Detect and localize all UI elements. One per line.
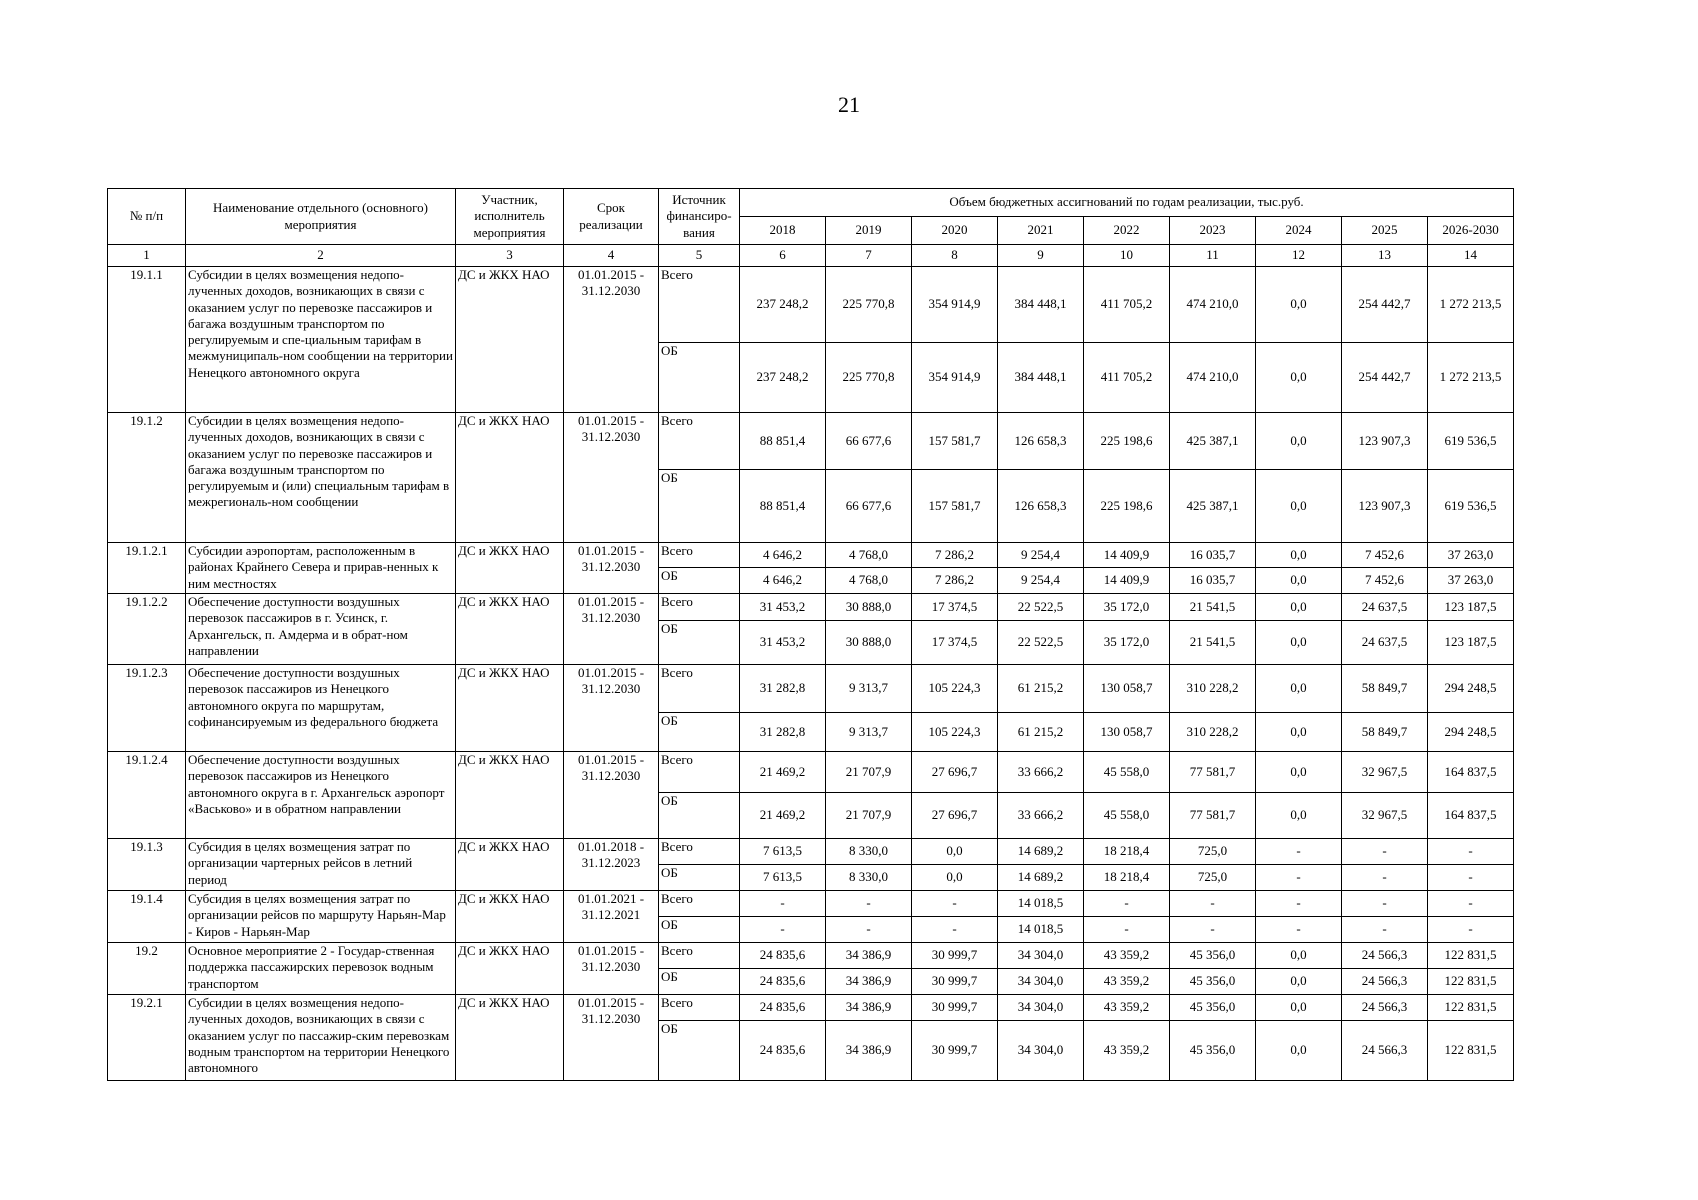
budget-value: - — [740, 891, 826, 917]
budget-value: 0,0 — [1256, 568, 1342, 594]
header-year: 2022 — [1084, 217, 1170, 245]
budget-value: 0,0 — [1256, 267, 1342, 343]
budget-value: 384 448,1 — [998, 343, 1084, 413]
budget-value: 24 637,5 — [1342, 621, 1428, 665]
budget-value: 294 248,5 — [1428, 665, 1514, 713]
budget-value: 411 705,2 — [1084, 267, 1170, 343]
entry-number: 19.1.2.3 — [108, 665, 186, 752]
budget-value: 24 566,3 — [1342, 943, 1428, 969]
budget-value: 4 768,0 — [826, 543, 912, 568]
budget-value: 9 254,4 — [998, 568, 1084, 594]
budget-value: 354 914,9 — [912, 343, 998, 413]
budget-value: 66 677,6 — [826, 413, 912, 470]
funding-source: ОБ — [659, 1021, 740, 1081]
budget-value: 126 658,3 — [998, 470, 1084, 543]
budget-value: 31 282,8 — [740, 665, 826, 713]
budget-value: 18 218,4 — [1084, 865, 1170, 891]
budget-value: 14 409,9 — [1084, 568, 1170, 594]
column-number: 13 — [1342, 245, 1428, 267]
budget-value: 123 187,5 — [1428, 594, 1514, 621]
budget-value: 43 359,2 — [1084, 1021, 1170, 1081]
budget-value: - — [1342, 839, 1428, 865]
budget-value: 7 613,5 — [740, 865, 826, 891]
budget-value: 0,0 — [1256, 343, 1342, 413]
budget-value: 8 330,0 — [826, 839, 912, 865]
entry-number: 19.1.2.2 — [108, 594, 186, 665]
budget-value: 0,0 — [1256, 793, 1342, 839]
budget-value: 1 272 213,5 — [1428, 343, 1514, 413]
budget-value: 45 356,0 — [1170, 995, 1256, 1021]
budget-value: 45 356,0 — [1170, 943, 1256, 969]
funding-source: Всего — [659, 943, 740, 969]
entry-term: 01.01.2015 - 31.12.2030 — [564, 752, 659, 839]
budget-value: 9 313,7 — [826, 665, 912, 713]
funding-source: Всего — [659, 752, 740, 793]
funding-source: Всего — [659, 839, 740, 865]
budget-value: 45 558,0 — [1084, 752, 1170, 793]
budget-value: 21 541,5 — [1170, 594, 1256, 621]
entry-number: 19.2 — [108, 943, 186, 995]
budget-value: 126 658,3 — [998, 413, 1084, 470]
budget-value: - — [1342, 865, 1428, 891]
budget-value: 225 770,8 — [826, 343, 912, 413]
budget-value: 225 770,8 — [826, 267, 912, 343]
column-number: 10 — [1084, 245, 1170, 267]
budget-value: 35 172,0 — [1084, 594, 1170, 621]
budget-value: - — [1256, 865, 1342, 891]
budget-value: 33 666,2 — [998, 793, 1084, 839]
budget-value: 237 248,2 — [740, 343, 826, 413]
budget-value: 7 452,6 — [1342, 568, 1428, 594]
column-number: 7 — [826, 245, 912, 267]
budget-value: 725,0 — [1170, 839, 1256, 865]
budget-value: 37 263,0 — [1428, 543, 1514, 568]
budget-value: 14 689,2 — [998, 865, 1084, 891]
header-year: 2024 — [1256, 217, 1342, 245]
budget-value: 157 581,7 — [912, 413, 998, 470]
entry-row-total — [108, 665, 1514, 713]
budget-value: 88 851,4 — [740, 413, 826, 470]
budget-value: 7 286,2 — [912, 568, 998, 594]
budget-value: 411 705,2 — [1084, 343, 1170, 413]
budget-value: 254 442,7 — [1342, 343, 1428, 413]
header-src: Источник финансиро-вания — [659, 189, 740, 245]
entry-number: 19.1.4 — [108, 891, 186, 943]
budget-value: 123 907,3 — [1342, 413, 1428, 470]
budget-value: - — [1170, 891, 1256, 917]
budget-value: 7 613,5 — [740, 839, 826, 865]
budget-value: 8 330,0 — [826, 865, 912, 891]
budget-value: 34 304,0 — [998, 943, 1084, 969]
budget-value: 157 581,7 — [912, 470, 998, 543]
budget-value: 34 304,0 — [998, 969, 1084, 995]
budget-value: 27 696,7 — [912, 793, 998, 839]
budget-value: - — [1428, 917, 1514, 943]
entry-name: Субсидии аэропортам, расположенным в районах Крайнего Севера и прирав-ненных к ним местностях — [186, 543, 456, 594]
budget-value: 17 374,5 — [912, 621, 998, 665]
budget-value: 34 304,0 — [998, 995, 1084, 1021]
entry-name: Субсидия в целях возмещения затрат по организации рейсов по маршруту Нарьян-Мар - Киров - Нарьян-Мар — [186, 891, 456, 943]
budget-value: - — [912, 917, 998, 943]
budget-value: 0,0 — [1256, 969, 1342, 995]
budget-value: 34 386,9 — [826, 995, 912, 1021]
budget-value: - — [826, 917, 912, 943]
budget-value: 0,0 — [1256, 995, 1342, 1021]
entry-row-total — [108, 413, 1514, 470]
budget-value: 0,0 — [1256, 413, 1342, 470]
budget-value: 619 536,5 — [1428, 413, 1514, 470]
budget-value: 61 215,2 — [998, 713, 1084, 752]
funding-source: ОБ — [659, 793, 740, 839]
entry-name: Основное мероприятие 2 - Государ-ственная поддержка пассажирских перевозок водным транспортом — [186, 943, 456, 995]
entry-row-total — [108, 752, 1514, 793]
funding-source: ОБ — [659, 470, 740, 543]
budget-value: 123 907,3 — [1342, 470, 1428, 543]
budget-value: 35 172,0 — [1084, 621, 1170, 665]
budget-value: 21 469,2 — [740, 793, 826, 839]
budget-value: 122 831,5 — [1428, 1021, 1514, 1081]
budget-value: 225 198,6 — [1084, 413, 1170, 470]
funding-source: Всего — [659, 543, 740, 568]
budget-value: 31 453,2 — [740, 621, 826, 665]
budget-value: 0,0 — [1256, 1021, 1342, 1081]
budget-value: 31 282,8 — [740, 713, 826, 752]
entry-number: 19.1.2.1 — [108, 543, 186, 594]
budget-value: 24 566,3 — [1342, 995, 1428, 1021]
column-number: 2 — [186, 245, 456, 267]
budget-table — [107, 188, 1514, 1081]
budget-value: - — [1256, 891, 1342, 917]
funding-source: ОБ — [659, 917, 740, 943]
budget-value: 32 967,5 — [1342, 752, 1428, 793]
entry-number: 19.2.1 — [108, 995, 186, 1081]
budget-value: 30 999,7 — [912, 1021, 998, 1081]
budget-value: - — [1084, 891, 1170, 917]
budget-value: 21 541,5 — [1170, 621, 1256, 665]
entry-executor: ДС и ЖКХ НАО — [456, 995, 564, 1081]
entry-name: Обеспечение доступности воздушных перевозок пассажиров из Ненецкого автономного округа по маршрутам, софинансируемым из федерального бюджета — [186, 665, 456, 752]
budget-value: 14 018,5 — [998, 917, 1084, 943]
entry-row-total — [108, 267, 1514, 343]
budget-value: 310 228,2 — [1170, 665, 1256, 713]
budget-value: 425 387,1 — [1170, 470, 1256, 543]
budget-value: 31 453,2 — [740, 594, 826, 621]
budget-value: 0,0 — [1256, 543, 1342, 568]
budget-value: 237 248,2 — [740, 267, 826, 343]
budget-value: 0,0 — [1256, 594, 1342, 621]
funding-source: Всего — [659, 665, 740, 713]
budget-value: 66 677,6 — [826, 470, 912, 543]
budget-value: 30 888,0 — [826, 621, 912, 665]
budget-value: 0,0 — [1256, 713, 1342, 752]
budget-value: 61 215,2 — [998, 665, 1084, 713]
budget-value: 0,0 — [912, 865, 998, 891]
budget-value: - — [740, 917, 826, 943]
budget-value: 384 448,1 — [998, 267, 1084, 343]
budget-value: 4 646,2 — [740, 543, 826, 568]
budget-value: - — [1084, 917, 1170, 943]
budget-value: 43 359,2 — [1084, 969, 1170, 995]
budget-value: 30 999,7 — [912, 995, 998, 1021]
header-budget: Объем бюджетных ассигнований по годам реализации, тыс.руб. — [740, 189, 1514, 217]
budget-value: 474 210,0 — [1170, 343, 1256, 413]
budget-value: 122 831,5 — [1428, 969, 1514, 995]
entry-term: 01.01.2015 - 31.12.2030 — [564, 995, 659, 1081]
entry-executor: ДС и ЖКХ НАО — [456, 594, 564, 665]
budget-value: 24 566,3 — [1342, 969, 1428, 995]
page-number: 21 — [838, 92, 860, 117]
budget-value: - — [1342, 891, 1428, 917]
column-number: 5 — [659, 245, 740, 267]
header-year: 2023 — [1170, 217, 1256, 245]
budget-value: 21 707,9 — [826, 752, 912, 793]
funding-source: Всего — [659, 413, 740, 470]
budget-value: 24 835,6 — [740, 969, 826, 995]
budget-value: - — [1428, 839, 1514, 865]
entry-number: 19.1.2.4 — [108, 752, 186, 839]
budget-value: - — [826, 891, 912, 917]
budget-value: 33 666,2 — [998, 752, 1084, 793]
funding-source: ОБ — [659, 568, 740, 594]
budget-value: 34 386,9 — [826, 1021, 912, 1081]
header-year: 2018 — [740, 217, 826, 245]
budget-value: 77 581,7 — [1170, 793, 1256, 839]
budget-value: 88 851,4 — [740, 470, 826, 543]
column-numbers-row — [108, 245, 1514, 267]
budget-value: 58 849,7 — [1342, 665, 1428, 713]
entry-number: 19.1.2 — [108, 413, 186, 543]
budget-value: 45 356,0 — [1170, 969, 1256, 995]
budget-value: 34 386,9 — [826, 943, 912, 969]
budget-value: 254 442,7 — [1342, 267, 1428, 343]
budget-value: 16 035,7 — [1170, 543, 1256, 568]
funding-source: Всего — [659, 995, 740, 1021]
budget-value: 22 522,5 — [998, 621, 1084, 665]
entry-row-total — [108, 995, 1514, 1021]
entry-executor: ДС и ЖКХ НАО — [456, 543, 564, 594]
budget-value: 14 018,5 — [998, 891, 1084, 917]
budget-value: 45 558,0 — [1084, 793, 1170, 839]
budget-value: 14 409,9 — [1084, 543, 1170, 568]
budget-value: 30 999,7 — [912, 969, 998, 995]
budget-value: 130 058,7 — [1084, 665, 1170, 713]
budget-value: 310 228,2 — [1170, 713, 1256, 752]
entry-row-total — [108, 543, 1514, 568]
funding-source: Всего — [659, 594, 740, 621]
entry-row-total — [108, 839, 1514, 865]
header-exec: Участник, исполнитель мероприятия — [456, 189, 564, 245]
budget-value: 105 224,3 — [912, 665, 998, 713]
budget-value: 725,0 — [1170, 865, 1256, 891]
entry-term: 01.01.2015 - 31.12.2030 — [564, 943, 659, 995]
entry-executor: ДС и ЖКХ НАО — [456, 665, 564, 752]
funding-source: ОБ — [659, 865, 740, 891]
column-number: 1 — [108, 245, 186, 267]
header-term: Срок реализации — [564, 189, 659, 245]
budget-value: 9 313,7 — [826, 713, 912, 752]
budget-value: 0,0 — [912, 839, 998, 865]
entry-number: 19.1.1 — [108, 267, 186, 413]
column-number: 6 — [740, 245, 826, 267]
budget-value: 474 210,0 — [1170, 267, 1256, 343]
entry-name: Обеспечение доступности воздушных перевозок пассажиров из Ненецкого автономного округа в г. Архангельск аэропорт «Васьково» и в обратном направлении — [186, 752, 456, 839]
budget-value: 24 835,6 — [740, 1021, 826, 1081]
column-number: 11 — [1170, 245, 1256, 267]
entry-name: Субсидии в целях возмещения недопо-лученных доходов, возникающих в связи с оказанием услуг по перевозке пассажиров и багажа воздушным транспортом по регулируемым и (или) специальным тарифам в межрегиональ-ном сообщении — [186, 413, 456, 543]
budget-value: 122 831,5 — [1428, 995, 1514, 1021]
column-number: 3 — [456, 245, 564, 267]
column-number: 14 — [1428, 245, 1514, 267]
budget-value: 164 837,5 — [1428, 752, 1514, 793]
header-year: 2019 — [826, 217, 912, 245]
funding-source: Всего — [659, 891, 740, 917]
budget-value: 225 198,6 — [1084, 470, 1170, 543]
funding-source: ОБ — [659, 343, 740, 413]
budget-value: 9 254,4 — [998, 543, 1084, 568]
header-year: 2021 — [998, 217, 1084, 245]
budget-value: 34 304,0 — [998, 1021, 1084, 1081]
entry-name: Обеспечение доступности воздушных перевозок пассажиров в г. Усинск, г. Архангельск, п. Амдерма и в обрат-ном направлении — [186, 594, 456, 665]
budget-value: 0,0 — [1256, 665, 1342, 713]
budget-value: 0,0 — [1256, 943, 1342, 969]
header-num: № п/п — [108, 189, 186, 245]
budget-value: 45 356,0 — [1170, 1021, 1256, 1081]
budget-value: 43 359,2 — [1084, 995, 1170, 1021]
budget-value: - — [1256, 917, 1342, 943]
budget-value: - — [1428, 865, 1514, 891]
budget-value: - — [1170, 917, 1256, 943]
entry-executor: ДС и ЖКХ НАО — [456, 839, 564, 891]
budget-value: 294 248,5 — [1428, 713, 1514, 752]
column-number: 12 — [1256, 245, 1342, 267]
entry-executor: ДС и ЖКХ НАО — [456, 752, 564, 839]
budget-value: 619 536,5 — [1428, 470, 1514, 543]
budget-value: 24 835,6 — [740, 995, 826, 1021]
entry-executor: ДС и ЖКХ НАО — [456, 413, 564, 543]
entry-executor: ДС и ЖКХ НАО — [456, 891, 564, 943]
budget-value: 130 058,7 — [1084, 713, 1170, 752]
budget-value: 354 914,9 — [912, 267, 998, 343]
funding-source: ОБ — [659, 969, 740, 995]
entry-term: 01.01.2015 - 31.12.2030 — [564, 594, 659, 665]
budget-value: 22 522,5 — [998, 594, 1084, 621]
budget-value: 58 849,7 — [1342, 713, 1428, 752]
entry-name: Субсидия в целях возмещения затрат по организации чартерных рейсов в летний период — [186, 839, 456, 891]
entry-term: 01.01.2015 - 31.12.2030 — [564, 413, 659, 543]
budget-value: 21 469,2 — [740, 752, 826, 793]
funding-source: Всего — [659, 267, 740, 343]
budget-value: 17 374,5 — [912, 594, 998, 621]
budget-value: 30 888,0 — [826, 594, 912, 621]
budget-value: - — [1342, 917, 1428, 943]
entry-term: 01.01.2018 - 31.12.2023 — [564, 839, 659, 891]
column-number: 8 — [912, 245, 998, 267]
entry-row-total — [108, 943, 1514, 969]
entry-row-total — [108, 594, 1514, 621]
funding-source: ОБ — [659, 713, 740, 752]
header-year: 2025 — [1342, 217, 1428, 245]
budget-value: 27 696,7 — [912, 752, 998, 793]
entry-name: Субсидии в целях возмещения недопо-лученных доходов, возникающих в связи с оказанием услуг по пассажир-ским перевозкам водным транспортом на территории Ненецкого автономного — [186, 995, 456, 1081]
budget-value: 123 187,5 — [1428, 621, 1514, 665]
entry-term: 01.01.2015 - 31.12.2030 — [564, 267, 659, 413]
budget-value: 425 387,1 — [1170, 413, 1256, 470]
budget-value: 4 646,2 — [740, 568, 826, 594]
column-number: 4 — [564, 245, 659, 267]
budget-value: 0,0 — [1256, 470, 1342, 543]
budget-value: - — [1256, 839, 1342, 865]
column-number: 9 — [998, 245, 1084, 267]
header-year: 2026-2030 — [1428, 217, 1514, 245]
entry-number: 19.1.3 — [108, 839, 186, 891]
header-year: 2020 — [912, 217, 998, 245]
funding-source: ОБ — [659, 621, 740, 665]
budget-value: 0,0 — [1256, 621, 1342, 665]
entry-term: 01.01.2021 - 31.12.2021 — [564, 891, 659, 943]
entry-term: 01.01.2015 - 31.12.2030 — [564, 665, 659, 752]
budget-value: 34 386,9 — [826, 969, 912, 995]
budget-value: 1 272 213,5 — [1428, 267, 1514, 343]
entry-row-total — [108, 891, 1514, 917]
budget-value: 7 452,6 — [1342, 543, 1428, 568]
budget-value: 16 035,7 — [1170, 568, 1256, 594]
budget-value: 122 831,5 — [1428, 943, 1514, 969]
budget-value: 24 566,3 — [1342, 1021, 1428, 1081]
entry-executor: ДС и ЖКХ НАО — [456, 943, 564, 995]
budget-value: 24 637,5 — [1342, 594, 1428, 621]
budget-value: 37 263,0 — [1428, 568, 1514, 594]
entry-executor: ДС и ЖКХ НАО — [456, 267, 564, 413]
budget-value: 164 837,5 — [1428, 793, 1514, 839]
budget-value: 0,0 — [1256, 752, 1342, 793]
budget-value: 21 707,9 — [826, 793, 912, 839]
budget-value: 43 359,2 — [1084, 943, 1170, 969]
budget-value: - — [912, 891, 998, 917]
budget-value: 14 689,2 — [998, 839, 1084, 865]
budget-value: 7 286,2 — [912, 543, 998, 568]
entry-name: Субсидии в целях возмещения недопо-лученных доходов, возникающих в связи с оказанием услуг по перевозке пассажиров и багажа воздушным транспортом по регулируемым и спе-циальным тарифам в межмуниципаль-ном сообщении на территории Ненецкого автономного округа — [186, 267, 456, 413]
budget-value: 30 999,7 — [912, 943, 998, 969]
header-name: Наименование отдельного (основного) мероприятия — [186, 189, 456, 245]
budget-value: - — [1428, 891, 1514, 917]
budget-value: 105 224,3 — [912, 713, 998, 752]
budget-value: 18 218,4 — [1084, 839, 1170, 865]
entry-term: 01.01.2015 - 31.12.2030 — [564, 543, 659, 594]
budget-value: 4 768,0 — [826, 568, 912, 594]
budget-value: 24 835,6 — [740, 943, 826, 969]
budget-value: 77 581,7 — [1170, 752, 1256, 793]
budget-value: 32 967,5 — [1342, 793, 1428, 839]
